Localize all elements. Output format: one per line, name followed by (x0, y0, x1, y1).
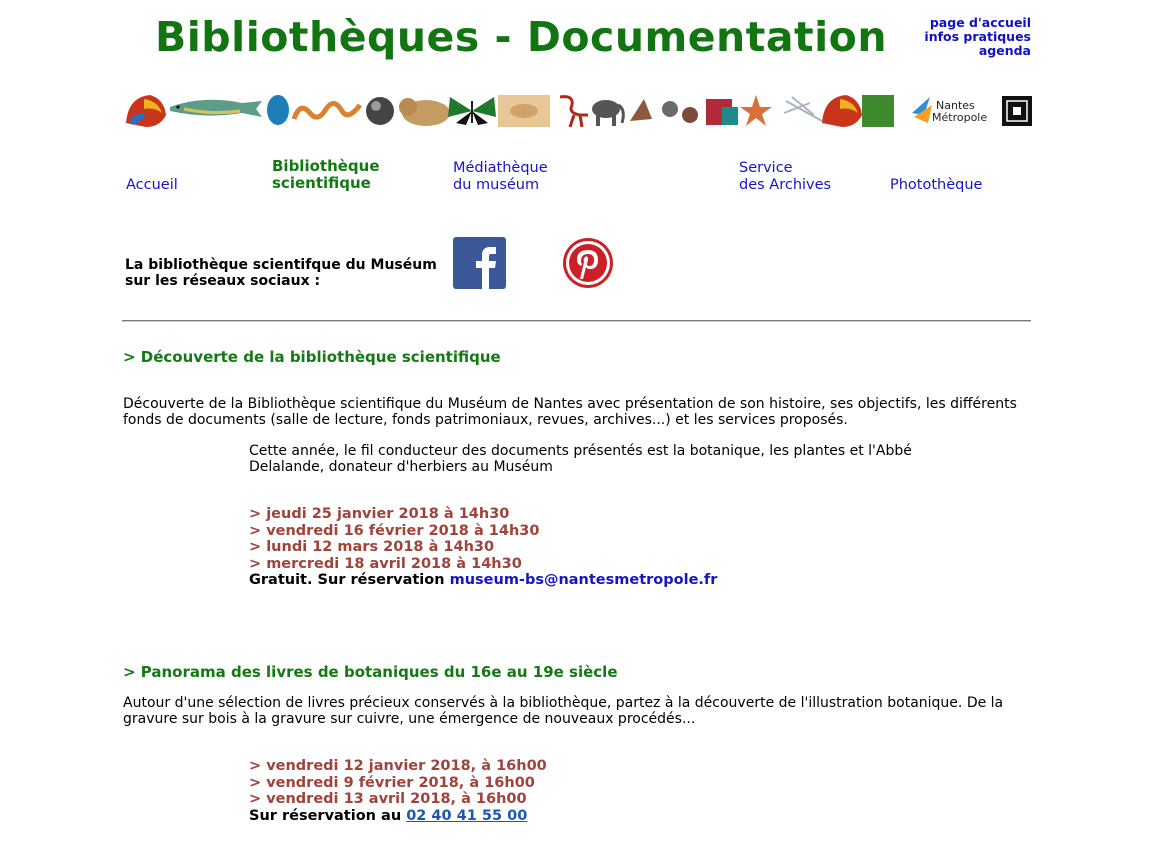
nav-bibliotheque-scientifique[interactable] (272, 158, 380, 192)
home-page-link[interactable]: page d'accueil (929, 15, 1031, 30)
fish-image (170, 100, 262, 117)
date-item: > lundi 12 mars 2018 à 14h30 (249, 539, 495, 555)
discovery-intro: Découverte de la Bibliothèque scientifique du Muséum de Nantes avec présentation de son histoire, ses objectifs, les différents fonds de documents (salle de lecture, fonds patrimoniaux, revues, archives...) et les services proposés. (123, 396, 1017, 428)
top-links (924, 16, 1031, 58)
date-item: > vendredi 9 février 2018, à 16h00 (249, 774, 535, 791)
snake-image (294, 103, 360, 119)
agenda-link[interactable]: agenda (978, 43, 1031, 58)
date-item: > vendredi 16 février 2018 à 14h30 (249, 522, 540, 539)
date-item: > jeudi 25 janvier 2018 à 14h30 (249, 506, 510, 522)
panorama-booking: Sur réservation au 02 40 41 55 00 (249, 808, 528, 824)
date-item: > vendredi 13 avril 2018, à 16h00 (249, 791, 527, 807)
nav-label-line: du muséum (453, 177, 540, 193)
parrot-image-2 (822, 95, 862, 127)
nav-label-line: scientifique (272, 174, 371, 192)
nav-label-line: des Archives (739, 177, 832, 193)
pinterest-icon[interactable] (561, 237, 615, 289)
date-item: > vendredi 12 janvier 2018, à 16h00 (249, 758, 547, 774)
discovery-dates (249, 506, 539, 572)
practical-info-link[interactable]: infos pratiques (924, 29, 1031, 44)
discovery-note: Cette année, le fil conducteur des documents présentés est la botanique, les plantes et l'Abbé Delalande, donateur d'herbiers au Muséum (249, 443, 912, 475)
nav-label-line: Service (739, 160, 793, 176)
panorama-dates (249, 758, 547, 808)
nav-label-line: Médiathèque (453, 160, 548, 176)
panorama-intro: Autour d'une sélection de livres précieux conservés à la bibliothèque, partez à la découverte de l'illustration botanique. De la gravure sur bois à la gravure sur cuivre, une émergence de nouveaux procédés... (123, 695, 1004, 727)
nav-phototheque[interactable]: Photothèque (890, 177, 983, 193)
museum-logo (1002, 96, 1032, 126)
nav-accueil[interactable]: Accueil (126, 177, 178, 193)
nav-archives[interactable] (739, 160, 831, 194)
lion-cub-image (399, 98, 450, 126)
starfish-image (740, 95, 772, 126)
svg-text:Nantes: Nantes (936, 99, 975, 112)
specimen-banner (124, 93, 1032, 129)
dragonfly-image (784, 97, 822, 121)
shells-image (630, 99, 698, 123)
booking-email-link[interactable]: museum-bs@nantesmetropole.fr (449, 572, 718, 588)
site-title: Bibliothèques - Documentation (155, 13, 888, 61)
shell-image (366, 97, 394, 125)
blue-stone-image (267, 95, 289, 125)
nav-mediatheque[interactable] (453, 160, 548, 194)
butterfly-image (448, 97, 496, 125)
leaf-texture-image (862, 95, 894, 127)
ibis-image (560, 97, 588, 127)
section-title-discovery: > Découverte de la bibliothèque scientifique (123, 348, 501, 366)
nantes-metropole-logo (912, 97, 987, 124)
facebook-icon[interactable] (453, 237, 506, 289)
discovery-booking: Gratuit. Sur réservation museum-bs@nantesmetropole.fr (249, 572, 718, 588)
booking-phone-link[interactable]: 02 40 41 55 00 (406, 808, 528, 824)
nav-label-line: Bibliothèque (272, 157, 380, 175)
elephant-image (592, 100, 623, 126)
date-item: > mercredi 18 avril 2018 à 14h30 (249, 555, 522, 572)
divider (122, 320, 1031, 322)
svg-text:Métropole: Métropole (932, 111, 988, 124)
social-networks-label: La bibliothèque scientifque du Muséum sur les réseaux sociaux : (125, 257, 437, 289)
section-title-panorama: > Panorama des livres de botaniques du 16e au 19e siècle (123, 663, 618, 681)
parrot-image (126, 95, 166, 127)
